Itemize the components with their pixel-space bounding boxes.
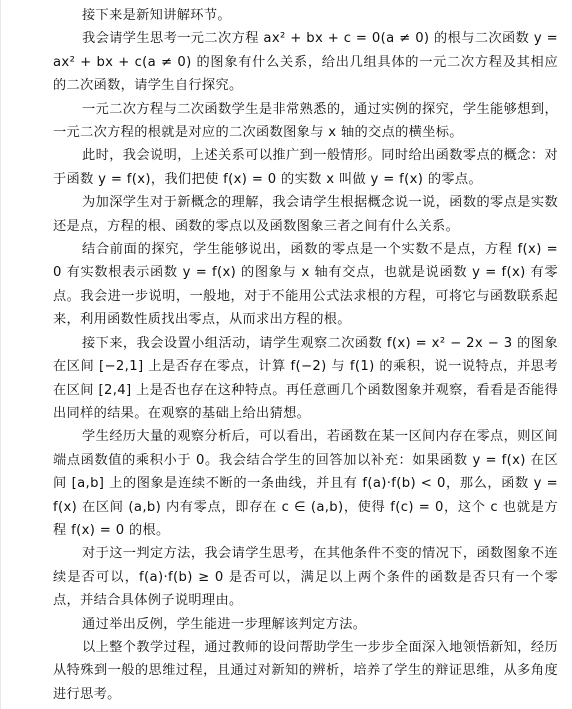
paragraph-intro: 接下来是新知讲解环节。	[82, 8, 231, 23]
paragraph-theorem: 学生经历大量的观察分析后，可以看出，若函数在某一区间内存在零点，则区间端点函数值的乘积小于 0。我会结合学生的回答加以补充：如果函数 y = f(x) 在区间 [a,b] 上的图象是连续不断的一条曲线，并且有 f(a)·f(b) < 0，那么，函数 y = f(x) 在区间 (a,b) 内有零点，即存在 c ∈ (a,b)，使得 f(c) = 0，这个 c 也就是方程 f(x) = 0 的根。	[53, 429, 558, 538]
paragraph-question: 我会请学生思考一元二次方程 ax² + bx + c = 0(a ≠ 0) 的根与二次函数 y = ax² + bx + c(a ≠ 0) 的图象有什么关系，给出几组具体的一元二次方程及其相应的二次函数，请学生自行探究。	[53, 31, 558, 94]
paragraph-concept-check: 为加深学生对于新概念的理解，我会请学生根据概念说一说，函数的零点是实数还是点，方程的根、函数的零点以及函数图象三者之间有什么关系。	[53, 195, 558, 234]
paragraph-summary: 结合前面的探究，学生能够说出，函数的零点是一个实数不是点，方程 f(x) = 0 有实数根表示函数 y = f(x) 的图象与 x 轴有交点，也就是说函数 y = f(x) 有零点。我会进一步说明，一般地，对于不能用公式法求根的方程，可将它与函数联系起来，利用函数性质找出零点，从而求出方程的根。	[53, 242, 558, 328]
paragraph-group-activity: 接下来，我会设置小组活动，请学生观察二次函数 f(x) = x² − 2x − 3 的图象在区间 [−2,1] 上是否存在零点，计算 f(−2) 与 f(1) 的乘积，说一说特点，并思考在区间 [2,4] 上是否也存在这种特点。再任意画几个函数图象并观察，看看是否能得出同样的结果。在观察的基础上给出猜想。	[53, 335, 558, 421]
paragraph-counterexample: 通过举出反例，学生能进一步理解该判定方法。	[82, 616, 367, 632]
paragraph-zero-definition: 此时，我会说明，上述关系可以推广到一般情形。同时给出函数零点的概念：对于函数 y = f(x)，我们把使 f(x) = 0 的实数 x 叫做 y = f(x) 的零点。	[53, 148, 558, 187]
paragraph-exploration: 一元二次方程与二次函数学生是非常熟悉的，通过实例的探究，学生能够想到，一元二次方程的根就是对应的二次函数图象与 x 轴的交点的横坐标。	[53, 101, 558, 141]
paragraph-conclusion: 以上整个教学过程，通过教师的设问帮助学生一步步全面深入地领悟新知，经历从特殊到一般的思维过程，且通过对新知的辨析，培养了学生的辩证思维，从多角度进行思考。	[53, 639, 558, 702]
paragraph-discussion: 对于这一判定方法，我会请学生思考，在其他条件不变的情况下，函数图象不连续是否可以，f(a)·f(b) ≥ 0 是否可以，满足以上两个条件的函数是否只有一个零点，并结合具体例子说明理由。	[53, 546, 558, 609]
